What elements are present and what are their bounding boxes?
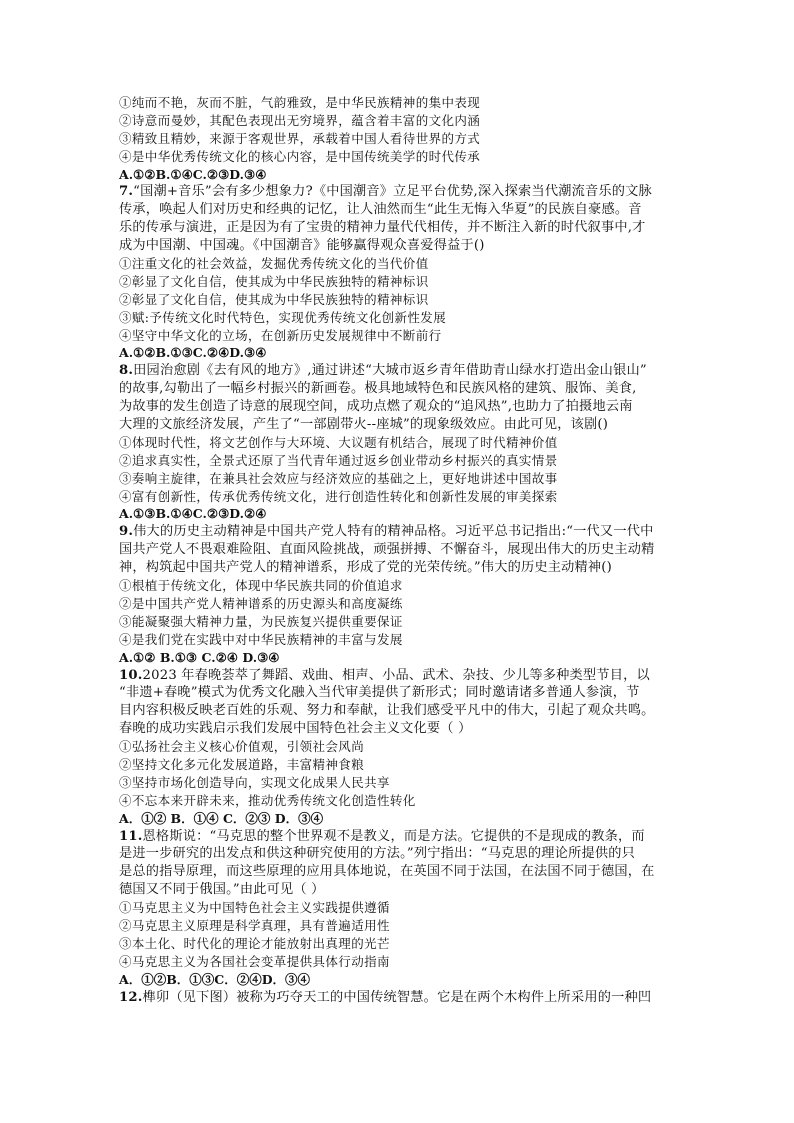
line-text: 目内容积极反映老百姓的乐观、努力和奉献，让我们感受平凡中的伟大，引起了观众共鸣。 bbox=[119, 703, 655, 719]
question-line bbox=[119, 559, 689, 577]
line-text: ④是我们党在实践中对中华民族精神的丰富与发展 bbox=[119, 631, 403, 647]
question-line bbox=[119, 416, 689, 434]
line-text: 2023 年春晚荟萃了舞蹈、戏曲、相声、小品、武术、杂技、少儿等多种类型节目，以 bbox=[142, 667, 650, 683]
line-text: ②彰显了文化自信，使其成为中华民族独特的精神标识 bbox=[119, 291, 429, 307]
question-line bbox=[119, 863, 689, 881]
option-line bbox=[119, 917, 689, 935]
line-text: ①根植于传统文化，体现中华民族共同的价值追求 bbox=[119, 578, 403, 594]
option-line bbox=[119, 291, 689, 309]
line-text: ③能凝聚强大精神力量，为民族复兴提供重要保证 bbox=[119, 613, 403, 629]
answer-choices bbox=[119, 166, 689, 184]
line-text: A.①② B.①③ C.②④ D.③④ bbox=[119, 649, 280, 665]
line-text: ④富有创新性，传承优秀传统文化，进行创造性转化和创新性发展的审美探索 bbox=[119, 488, 558, 504]
line-text: 的故事,勾勒出了一幅乡村振兴的新画卷。极具地域特色和民族风格的建筑、服饰、美食, bbox=[119, 381, 637, 397]
option-line bbox=[119, 130, 689, 148]
line-text: 是总的指导原理，而这些原理的应用具体地说，在英国不同于法国，在法国不同于德国，在 bbox=[119, 864, 655, 880]
option-line bbox=[119, 434, 689, 452]
line-text: 田园治愈剧《去有风的地方》,通过讲述“大城市返乡青年借助青山绿水打造出金山银山” bbox=[133, 363, 647, 379]
option-line bbox=[119, 631, 689, 649]
option-line bbox=[119, 470, 689, 488]
question-line bbox=[119, 362, 689, 380]
answer-choices bbox=[119, 971, 689, 989]
option-line bbox=[119, 792, 689, 810]
question-line bbox=[119, 523, 689, 541]
line-text: ②马克思主义原理是科学真理，具有普遍适用性 bbox=[119, 917, 390, 933]
option-line bbox=[119, 112, 689, 130]
option-line bbox=[119, 595, 689, 613]
question-number: 9. bbox=[119, 524, 134, 540]
option-line bbox=[119, 255, 689, 273]
line-text: ①纯而不艳，灰而不脏，气韵雅致，是中华民族精神的集中表现 bbox=[119, 95, 481, 110]
line-text: A.①②B.①③C.②④D.③④ bbox=[119, 345, 267, 361]
line-text: ①注重文化的社会效益，发掘优秀传统文化的当代价值 bbox=[119, 256, 429, 272]
line-text: 榫卯（见下图）被称为巧夺天工的中国传统智慧。它是在两个木构件上所采用的一种凹 bbox=[142, 989, 652, 1005]
line-text: ④马克思主义为各国社会变革提供具体行动指南 bbox=[119, 953, 390, 969]
question-line bbox=[119, 828, 689, 846]
option-line bbox=[119, 738, 689, 756]
question-line bbox=[119, 380, 689, 398]
answer-choices bbox=[119, 649, 689, 667]
line-text: 神，构筑起中国共产党人的精神谱系，形成了党的光荣传统。”伟大的历史主动精神() bbox=[119, 560, 612, 576]
option-line bbox=[119, 577, 689, 595]
question-line bbox=[119, 219, 689, 237]
line-text: ③精致且精妙，来源于客观世界，承载着中国人看待世界的方式 bbox=[119, 130, 481, 146]
answer-choices bbox=[119, 344, 689, 362]
question-line bbox=[119, 881, 689, 899]
document-page bbox=[119, 94, 689, 1006]
question-number: 12. bbox=[119, 989, 143, 1005]
line-text: 春晚的成功实践启示我们发展中国特色社会主义文化要（ ） bbox=[119, 721, 472, 737]
question-line bbox=[119, 667, 689, 685]
line-text: ①弘扬社会主义核心价值观，引领社会风尚 bbox=[119, 739, 365, 755]
line-text: 成为中国潮、中国魂。《中国潮音》能够赢得观众喜爱得益于() bbox=[119, 238, 485, 254]
question-line bbox=[119, 702, 689, 720]
option-line bbox=[119, 148, 689, 166]
option-line bbox=[119, 613, 689, 631]
option-line bbox=[119, 452, 689, 470]
line-text: 德国又不同于俄国。”由此可见（ ） bbox=[119, 882, 325, 898]
line-text: 乐的传承与演进，正是因为有了宝贵的精神力量代代相传，并不断注入新的时代叙事中,才 bbox=[119, 220, 646, 236]
question-line bbox=[119, 398, 689, 416]
question-line bbox=[119, 541, 689, 559]
line-text: ④坚守中华文化的立场，在创新历史发展规律中不断前行 bbox=[119, 327, 442, 343]
line-text: ③奏响主旋律，在兼具社会效应与经济效应的基础之上，更好地讲述中国故事 bbox=[119, 470, 558, 486]
line-text: 国共产党人不畏艰难险阻、直面风险挑战，顽强拼搏、不懈奋斗，展现出伟大的历史主动精 bbox=[119, 542, 655, 558]
line-text: 为故事的发生创造了诗意的展现空间，成功点燃了观众的“追风热”,也助力了拍摄地云南 bbox=[119, 399, 633, 415]
question-line bbox=[119, 183, 689, 201]
option-line bbox=[119, 953, 689, 971]
line-text: ③赋:予传统文化时代特色，实现优秀传统文化创新性发展 bbox=[119, 309, 447, 325]
option-line bbox=[119, 94, 689, 112]
question-line bbox=[119, 684, 689, 702]
line-text: “非遗+春晚”模式为优秀文化融入当代审美提供了新形式；同时邀请诸多普通人参演，节 bbox=[119, 685, 640, 701]
line-text: ②诗意而曼妙，其配色表现出无穷境界，蕴含着丰富的文化内涵 bbox=[119, 112, 481, 128]
line-text: ②追求真实性，全景式还原了当代青年通过返乡创业带动乡村振兴的真实情景 bbox=[119, 452, 558, 468]
question-number: 7. bbox=[119, 184, 134, 200]
question-number: 10. bbox=[119, 667, 143, 683]
line-text: 传承，唤起人们对历史和经典的记忆，让人油然而生“此生无悔入华夏”的民族自豪感。音 bbox=[119, 202, 642, 218]
option-line bbox=[119, 327, 689, 345]
line-text: A．①②B．①③C．②④D．③④ bbox=[119, 971, 311, 987]
line-text: A.①③B.①④C.②③D.②④ bbox=[119, 506, 267, 522]
line-text: ①体现时代性，将文艺创作与大环境、大议题有机结合，展现了时代精神价值 bbox=[119, 434, 558, 450]
line-text: ④不忘本来开辟未来，推动优秀传统文化创造性转化 bbox=[119, 792, 416, 808]
line-text: A．①② B．①④ C．②③ D．③④ bbox=[119, 810, 324, 826]
question-number: 11. bbox=[119, 828, 143, 844]
line-text: ①马克思主义为中国特色社会主义实践提供遵循 bbox=[119, 900, 390, 916]
option-line bbox=[119, 774, 689, 792]
line-text: A.①②B.①④C.②③D.③④ bbox=[119, 166, 267, 182]
line-text: ②坚持文化多元化发展道路，丰富精神食粮 bbox=[119, 756, 365, 772]
line-text: 大理的文旅经济发展，产生了“一部剧带火-‐座城”的现象级效应。由此可见，该剧() bbox=[119, 417, 609, 433]
answer-choices bbox=[119, 505, 689, 523]
question-line bbox=[119, 201, 689, 219]
question-line bbox=[119, 237, 689, 255]
option-line bbox=[119, 899, 689, 917]
line-text: ④是中华优秀传统文化的核心内容，是中国传统美学的时代传承 bbox=[119, 148, 481, 164]
line-text: ②彰显了文化自信，使其成为中华民族独特的精神标识 bbox=[119, 273, 429, 289]
option-line bbox=[119, 309, 689, 327]
question-line bbox=[119, 845, 689, 863]
question-number: 8. bbox=[119, 363, 134, 379]
line-text: 恩格斯说：“马克思的整个世界观不是教义，而是方法。它提供的不是现成的教条，而 bbox=[142, 828, 645, 844]
line-text: ③本土化、时代化的理论才能放射出真理的光芒 bbox=[119, 935, 390, 951]
line-text: 伟大的历史主动精神是中国共产党人特有的精神品格。习近平总书记指出:“一代又一代中 bbox=[133, 524, 654, 540]
line-text: ③坚持市场化创造导向，实现文化成果人民共享 bbox=[119, 774, 390, 790]
option-line bbox=[119, 488, 689, 506]
question-line bbox=[119, 989, 689, 1007]
option-line bbox=[119, 935, 689, 953]
question-line bbox=[119, 720, 689, 738]
line-text: ②是中国共产党人精神谱系的历史源头和高度凝练 bbox=[119, 595, 403, 611]
answer-choices bbox=[119, 810, 689, 828]
option-line bbox=[119, 756, 689, 774]
line-text: 是进一步研究的出发点和供这种研究使用的方法。”列宁指出：“马克思的理论所提供的只 bbox=[119, 846, 636, 862]
line-text: “国潮+音乐”会有多少想象力?《中国潮音》立足平台优势,深入探索当代潮流音乐的文脉 bbox=[133, 184, 652, 200]
option-line bbox=[119, 273, 689, 291]
